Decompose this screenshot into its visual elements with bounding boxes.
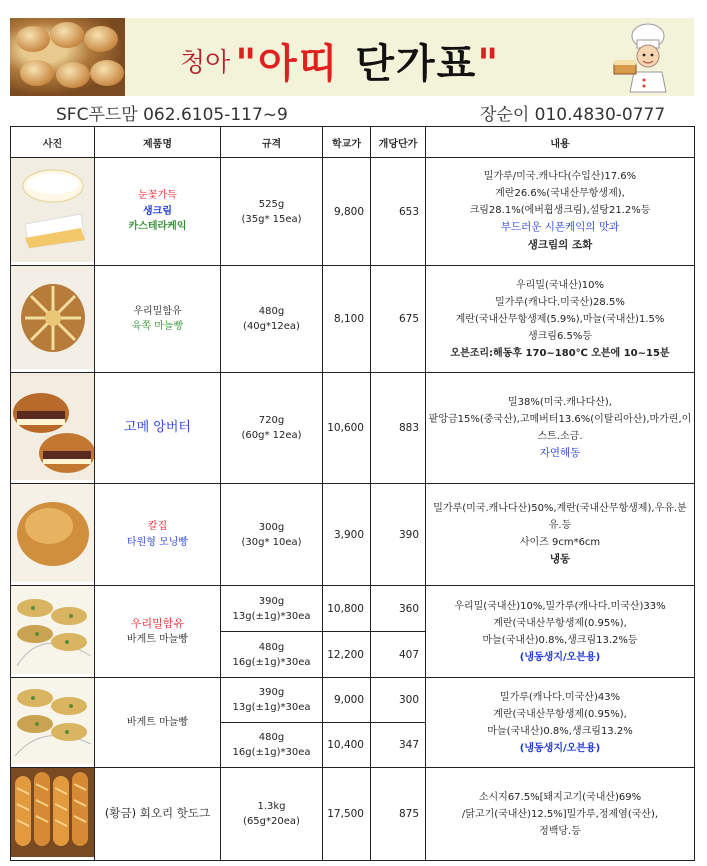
col-header-spec: 규격 xyxy=(221,127,323,158)
unit-price-garlic-bread: 675 xyxy=(371,266,426,373)
col-header-description: 내용 xyxy=(426,127,695,158)
description-garlic-bread: 우리밀(국내산)10% 밀가루(캐나다.미국산)28.5% 계란(국내산무항생제(5.9%),마늘(국내산)1.5% 생크림6.5%등 오븐조리:해동후 170~180℃ 오븐에 10~15분 xyxy=(426,266,695,373)
table-row xyxy=(11,586,695,632)
table-row xyxy=(11,158,695,266)
unit-price-baguette-390: 300 xyxy=(371,678,426,723)
school-price-castella: 9,800 xyxy=(323,158,371,266)
school-price-baguette-wheat-480: 12,200 xyxy=(323,632,371,678)
spec-hotdog: 1.3kg (65g*20ea) xyxy=(221,768,323,861)
school-price-hotdog: 17,500 xyxy=(323,768,371,861)
product-name-morning-bread: 칼집 타원형 모닝빵 xyxy=(95,484,221,586)
product-name-hotdog: (황금) 회오리 핫도그 xyxy=(95,768,221,861)
title-word1: 아띠 xyxy=(258,41,340,87)
title-quote-close: " xyxy=(477,41,501,87)
unit-price-baguette-wheat-390: 360 xyxy=(371,586,426,632)
table-row xyxy=(11,484,695,586)
product-name-baguette: 바게트 마늘빵 xyxy=(95,678,221,768)
spec-baguette-390: 390g 13g(±1g)*30ea xyxy=(221,678,323,723)
chef-icon xyxy=(610,20,688,94)
contact-person: 장순이 010.4830-0777 xyxy=(480,105,666,125)
product-name-anbutter: 고메 앙버터 xyxy=(95,373,221,484)
table-row xyxy=(11,678,695,723)
description-baguette-wheat: 우리밀(국내산)10%,밀가루(캐나다.미국산)33% 계란(국내산무항생제(0.95%), 마늘(국내산)0.8%,생크림13.2%등 (냉동생지/오븐용) xyxy=(426,586,695,678)
product-photo-hotdog xyxy=(11,768,95,861)
description-anbutter: 밀38%(미국.캐나다산), 팥앙금15%(중국산),고메버터13.6%(이탈리아산),마가린,이 스트.소금. 자연해동 xyxy=(426,373,695,484)
description-hotdog: 소시지67.5%[돼지고기(국내산)69% /닭고기(국내산)12.5%]밀가루,정제염(국산), 정백당.등 xyxy=(426,768,695,861)
product-photo-morning-bread xyxy=(11,484,95,586)
product-photo-baguette xyxy=(11,678,95,768)
product-name-garlic-bread: 우리밀함유 육쪽 마늘빵 xyxy=(95,266,221,373)
table-header-row xyxy=(11,127,695,158)
contact-company: SFC푸드맘 062.6105-117~9 xyxy=(56,105,288,125)
unit-price-baguette-480: 347 xyxy=(371,723,426,768)
bread-photo-banner xyxy=(10,18,125,96)
unit-price-anbutter: 883 xyxy=(371,373,426,484)
school-price-baguette-480: 10,400 xyxy=(323,723,371,768)
table-row xyxy=(11,768,695,861)
product-name-castella: 눈꽃가득 생크림 카스테라케익 xyxy=(95,158,221,266)
product-photo-garlic-bread xyxy=(11,266,95,373)
unit-price-morning-bread: 390 xyxy=(371,484,426,586)
unit-price-castella: 653 xyxy=(371,158,426,266)
school-price-baguette-wheat-390: 10,800 xyxy=(323,586,371,632)
title-prefix: 청아 xyxy=(180,48,231,78)
col-header-photo: 사진 xyxy=(11,127,95,158)
product-photo-anbutter xyxy=(11,373,95,484)
table-row xyxy=(11,266,695,373)
table-row xyxy=(11,373,695,484)
col-header-unit-price: 개당단가 xyxy=(371,127,426,158)
product-photo-castella xyxy=(11,158,95,266)
spec-baguette-wheat-480: 480g 16g(±1g)*30ea xyxy=(221,632,323,678)
unit-price-baguette-wheat-480: 407 xyxy=(371,632,426,678)
school-price-anbutter: 10,600 xyxy=(323,373,371,484)
description-morning-bread: 밀가루(미국.캐나다산)50%,계란(국내산무항생제),우유.분 유.등 사이즈 9cm*6cm 냉동 xyxy=(426,484,695,586)
school-price-garlic-bread: 8,100 xyxy=(323,266,371,373)
unit-price-hotdog: 875 xyxy=(371,768,426,861)
spec-baguette-wheat-390: 390g 13g(±1g)*30ea xyxy=(221,586,323,632)
page-title xyxy=(180,32,500,89)
spec-morning-bread: 300g (30g* 10ea) xyxy=(221,484,323,586)
product-photo-baguette-wheat xyxy=(11,586,95,678)
spec-baguette-480: 480g 16g(±1g)*30ea xyxy=(221,723,323,768)
school-price-baguette-390: 9,000 xyxy=(323,678,371,723)
description-castella: 밀가루/미국.캐나다(수입산)17.6% 계란26.6%(국내산무항생제), 크림28.1%(에버휩생크림),설탕21.2%등 부드러운 시폰케익의 맛과 생크림의 조화 xyxy=(426,158,695,266)
product-name-baguette-wheat: 우리밀함유 바게트 마늘빵 xyxy=(95,586,221,678)
col-header-product: 제품명 xyxy=(95,127,221,158)
spec-anbutter: 720g (60g* 12ea) xyxy=(221,373,323,484)
price-table xyxy=(10,126,695,861)
title-word2: 단가표 xyxy=(355,41,478,87)
spec-castella: 525g (35g* 15ea) xyxy=(221,158,323,266)
spec-garlic-bread: 480g (40g*12ea) xyxy=(221,266,323,373)
header-banner xyxy=(10,18,694,96)
school-price-morning-bread: 3,900 xyxy=(323,484,371,586)
description-baguette: 밀가루(캐나다.미국산)43% 계란(국내산무항생제(0.95%), 마늘(국내산)0.8%,생크림13.2% (냉동생지/오븐용) xyxy=(426,678,695,768)
col-header-school-price: 학교가 xyxy=(323,127,371,158)
title-quote-open: " xyxy=(235,41,259,87)
